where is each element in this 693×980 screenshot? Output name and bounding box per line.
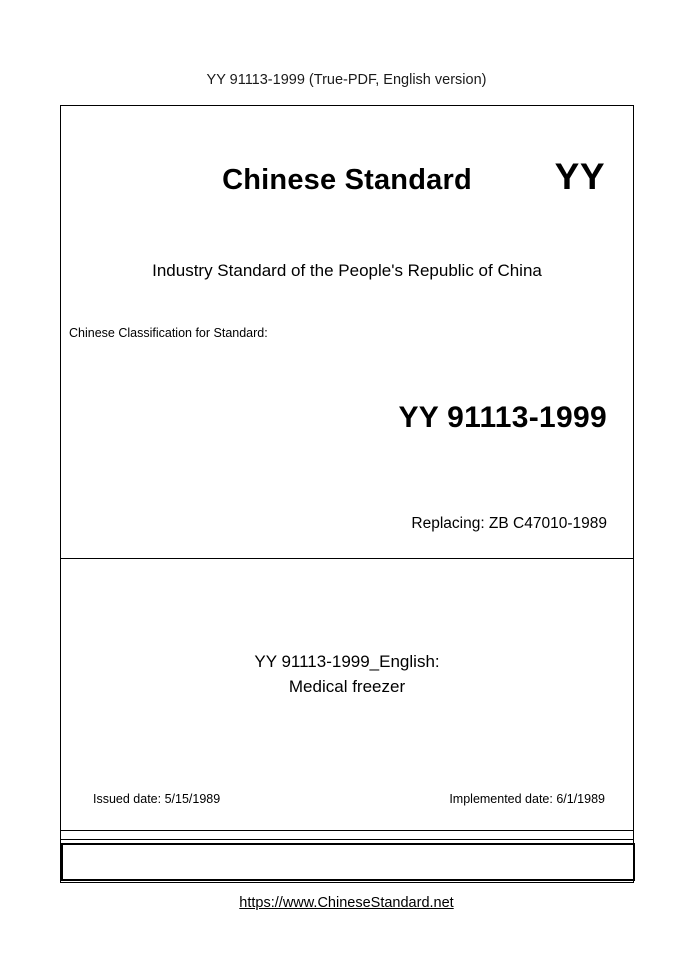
cover-bottom-bar-box <box>61 843 635 881</box>
cover-main-title: Chinese Standard <box>222 164 472 196</box>
implemented-date: Implemented date: 6/1/1989 <box>449 792 605 806</box>
cover-upper-block <box>61 106 633 559</box>
cover-bottom-bar <box>61 839 633 882</box>
cover-lower-block <box>61 559 633 831</box>
english-title-line-2: Medical freezer <box>288 677 406 696</box>
classification-label: Chinese Classification for Standard: <box>69 326 268 340</box>
english-title-line-1: YY 91113-1999_English: <box>254 652 440 671</box>
footer-website-link[interactable] <box>0 895 693 911</box>
issued-date: Issued date: 5/15/1989 <box>93 792 221 806</box>
standard-number: YY 91113-1999 <box>398 401 607 434</box>
replacing-standard: Replacing: ZB C47010-1989 <box>411 515 607 532</box>
footer-website-anchor[interactable]: https://www.ChineseStandard.net <box>239 895 454 911</box>
standard-cover-frame <box>60 105 634 883</box>
standard-mark-yy: YY <box>554 156 605 197</box>
cover-title-row <box>61 156 633 212</box>
page-top-caption: YY 91113-1999 (True-PDF, English version) <box>206 72 487 88</box>
english-title-block <box>61 649 633 699</box>
cover-subtitle: Industry Standard of the People's Republic of China <box>152 261 542 280</box>
cover-dates-row <box>61 792 633 810</box>
